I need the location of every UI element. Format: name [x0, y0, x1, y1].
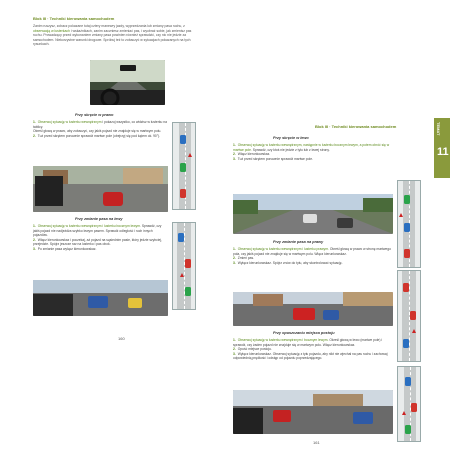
left-turn-steps [233, 143, 393, 161]
step-item: 2. Tuż przed skrętem ponownie sprawdź martwe pole (obejrzyj się pod kątem ok. 90°). [33, 133, 161, 138]
step-item: 3. Po zmianie pasa wyłącz kierunkowskaz. [33, 246, 97, 251]
section-title-left-turn: Przy skręcie w lewo [273, 136, 309, 140]
driver-view-photo [90, 60, 165, 105]
right-turn-steps [33, 120, 168, 138]
step-item: 3. Tuż przed skrętem ponownie sprawdź martwe pole. [233, 156, 313, 161]
topic-tab [434, 118, 450, 178]
step-item: 2. Włącz kierunkowskaz. [233, 152, 271, 156]
city-traffic-photo [233, 292, 393, 326]
step-item: 1. Obserwuj sytuację w lusterku wewnętrznym i lusterku prawym. Określ głową w prawo w stronę martwego pola, czy jakiś pojazd nie znajduje się w martwym polu. Włącz kierunkowskaz. [233, 247, 391, 256]
step-item: 1. Obserwuj sytuację w lusterku wewnętrznym, następnie w lusterku bocznym lewym, a potem obróć się w martwe pole. Sprawdź, czy ktoś nie jedzie z tyłu lub z lewej strony. [233, 143, 390, 152]
step-item: 2. Opuść miejsce postoju. [233, 347, 272, 351]
leaving-parking-diagram [397, 366, 421, 442]
step-item: 3. Wyłącz kierunkowskaz. Spójrz znów do tyłu, aby skontrolować sytuację. [233, 260, 343, 265]
topic-word: TEMAT [436, 122, 441, 136]
lane-right-steps [233, 247, 393, 265]
right-page [225, 0, 450, 459]
step-item: 1. Obserwuj sytuację w lusterku wewnętrznym i bocznym lewym. Określ głową w lewo (martwe pole) i sprawdź, czy żaden pojazd nie znajduje się w martwym polu. Włącz kierunkowskaz. [233, 338, 383, 347]
parking-street-photo [233, 390, 393, 434]
traffic-mirror-photo [33, 280, 168, 316]
step-item: 2. Zmień pas. [233, 256, 255, 260]
section-title-lane-left: Przy zmianie pasa na lewy [75, 217, 123, 221]
running-header: Blok III · Techniki kierowania samochodem [315, 124, 397, 129]
leaving-parking-steps [233, 338, 393, 361]
multi-lane-road-photo [233, 194, 393, 234]
lane-left-diagram [172, 222, 196, 310]
step-item: 1. Obserwuj sytuację w lusterku wewnętrznym i pokazuj wszystko, co widzisz w lusterku na tablicy. [33, 120, 167, 129]
street-car-photo [33, 166, 168, 212]
intro-paragraph: Zanim ruszysz, zobacz pokazane tutaj cztery manewry jazdy, wyprzedzania lub zmiany pasa ruchu, z obserwacją w lusterkach i wskaźnikach, zanim zaczniesz zmieniać pas, i wyobraź sobie, jak zmienisz pas ruchu. Prowadzący przed wykonaniem zmiany pasa powinien również sprawdzić, czy nic nie jedzie za samochodem. Niekorzystne warunki drogowe. Spróbuj też to zobaczyć w sytuacjach pokazanych na tych rysunkach. [33, 24, 192, 47]
topic-number: 11 [437, 146, 449, 158]
left-turn-diagram [397, 180, 421, 268]
step-item: 1. Obserwuj sytuację w lusterku wewnętrznym i lusterku bocznym lewym. Sprawdź, czy jakiś pojazd nie nadjeżdża szybko lewym pasem. Sprawdź odległość i ruch innych pojazdów. [33, 224, 162, 237]
page-number-right: 161 [313, 440, 320, 445]
step-item: 2. Włącz kierunkowskaz i poczekaj, aż pojazd na sąsiednim pasie, który jedzie szybciej, przejedzie. Spójrz jeszcze raz na lusterko i pas obok. [33, 237, 162, 246]
step-item: 3. Wyłącz kierunkowskaz. Obserwuj sytuację z tyłu pojazdu, aby nikt nie wjechał na pas ruchu i zachowaj odpowiednią prędkość i odstęp od pojazdu poprzedzającego. [233, 351, 388, 360]
running-header: Blok III · Techniki kierowania samochodem [33, 16, 115, 21]
section-title-leaving-parking: Przy opuszczaniu miejsca postoju [273, 331, 335, 335]
section-title-right-turn: Przy skręcie w prawo [75, 113, 114, 117]
page-number-left: 160 [118, 336, 125, 341]
step-item: Określ głową w prawo, aby zobaczyć, czy jakiś pojazd nie znajduje się w martwym polu. [33, 129, 162, 133]
lane-left-steps [33, 224, 168, 251]
lane-right-diagram [397, 270, 421, 362]
right-turn-diagram [172, 122, 196, 210]
section-title-lane-right: Przy zmianie pasa na prawy [273, 240, 324, 244]
